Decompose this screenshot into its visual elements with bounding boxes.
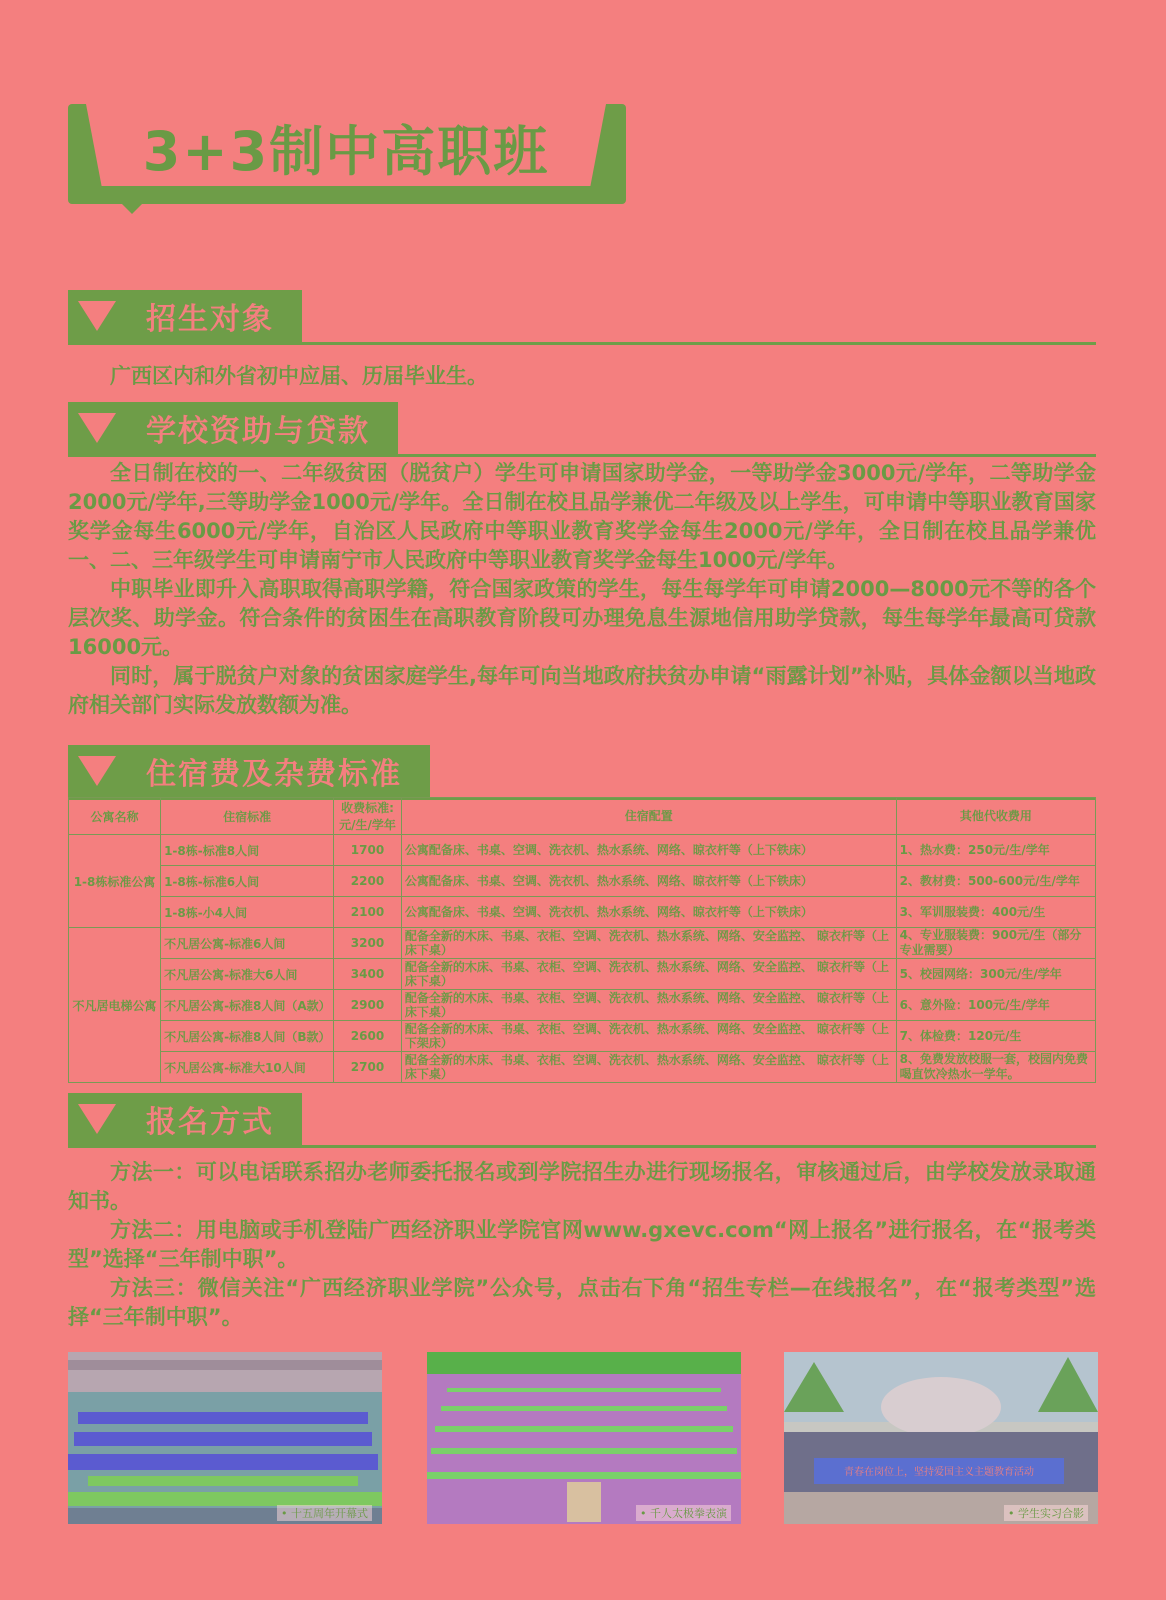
section-title: 学校资助与贷款: [146, 414, 370, 449]
room-standard: 不凡居公寓-标准大6人间: [161, 959, 334, 990]
group-name: 不凡居电梯公寓: [69, 928, 161, 1083]
signup-method: 方法一：可以电话联系招办老师委托报名或到学院招生办进行现场报名，审核通过后，由学校发放录取通知书。: [68, 1160, 1096, 1213]
other-fee: 1、热水费：250元/生/学年: [896, 835, 1095, 866]
column-header: 收费标准:元/生/学年: [334, 798, 402, 835]
photo-taichi: [427, 1352, 741, 1524]
room-config: 公寓配备床、书桌、空调、洗衣机、热水系统、网络、晾衣杆等（上下铁床）: [401, 866, 896, 897]
room-standard: 1-8栋-标准8人间: [161, 835, 334, 866]
signup-text: [68, 1158, 1096, 1332]
column-header: 住宿标准: [161, 798, 334, 835]
signup-method: 方法二：用电脑或手机登陆广西经济职业学院官网www.gxevc.com“网上报名”进行报名，在“报考类型”选择“三年制中职”。: [68, 1218, 1096, 1271]
table-row: [69, 897, 1096, 928]
table-row: [69, 866, 1096, 897]
table-row: [69, 835, 1096, 866]
column-header: 住宿配置: [401, 798, 896, 835]
internship-group-image: [784, 1352, 1098, 1524]
section-title: 招生对象: [146, 302, 274, 337]
page-title: 3+3制中高职班: [142, 119, 550, 183]
room-fee: 1700: [334, 835, 402, 866]
other-fee: 6、意外险：100元/生/学年: [896, 990, 1095, 1021]
room-fee: 3400: [334, 959, 402, 990]
aid-paragraph: 同时，属于脱贫户对象的贫困家庭学生,每年可向当地政府扶贫办申请“雨露计划”补贴，具体金额以当地政府相关部门实际发放数额为准。: [68, 664, 1096, 717]
other-fee: 8、免费发放校服一套，校园内免费喝直饮冷热水一学年。: [896, 1052, 1095, 1083]
column-header: 公寓名称: [69, 798, 161, 835]
target-text: 广西区内和外省初中应届、历届毕业生。: [110, 364, 488, 388]
room-config: 配备全新的木床、书桌、衣柜、空调、洗衣机、热水系统、网络、安全监控、 晾衣杆等（上床下桌）: [401, 990, 896, 1021]
room-fee: 2900: [334, 990, 402, 1021]
photo-caption: • 千人太极拳表演: [636, 1505, 731, 1521]
section-title: 报名方式: [146, 1105, 274, 1140]
room-standard: 1-8栋-标准6人间: [161, 866, 334, 897]
photo-caption: • 学生实习合影: [1004, 1505, 1088, 1521]
photo-opening-ceremony: [68, 1352, 382, 1524]
room-standard: 不凡居公寓-标准大10人间: [161, 1052, 334, 1083]
triangle-down-icon: [78, 756, 116, 786]
table-row: [69, 928, 1096, 959]
room-fee: 2100: [334, 897, 402, 928]
group-name: 1-8栋标准公寓: [69, 835, 161, 928]
triangle-down-icon: [78, 301, 116, 331]
signup-method: 方法三：微信关注“广西经济职业学院”公众号，点击右下角“招生专栏—在线报名”，在“报考类型”选择“三年制中职”。: [68, 1276, 1096, 1329]
room-fee: 3200: [334, 928, 402, 959]
room-fee: 2700: [334, 1052, 402, 1083]
room-config: 配备全新的木床、书桌、衣柜、空调、洗衣机、热水系统、网络、安全监控、 晾衣杆等（上床下桌）: [401, 1052, 896, 1083]
opening-ceremony-image: [68, 1352, 382, 1524]
aid-paragraph: 全日制在校的一、二年级贫困（脱贫户）学生可申请国家助学金，一等助学金3000元/学年，二等助学金2000元/学年,三等助学金1000元/学年。全日制在校且品学兼优二年级及以上学生，可申请中等职业教育国家奖学金每生6000元/学年，自治区人民政府中等职业教育奖学金每生2000元/学年，全日制在校且品学兼优一、二、三年级学生可申请南宁市人民政府中等职业教育奖学金每生1000元/学年。: [68, 461, 1096, 572]
table-row: [69, 990, 1096, 1021]
other-fee: 2、教材费：500-600元/生/学年: [896, 866, 1095, 897]
table-row: [69, 959, 1096, 990]
triangle-down-icon: [78, 1104, 116, 1134]
section-header-aid: [68, 402, 1096, 457]
table-row: [69, 1021, 1096, 1052]
photo-internship: [784, 1352, 1098, 1524]
room-config: 公寓配备床、书桌、空调、洗衣机、热水系统、网络、晾衣杆等（上下铁床）: [401, 835, 896, 866]
other-fee: 3、军训服装费：400元/生: [896, 897, 1095, 928]
aid-text: [68, 459, 1096, 720]
aid-paragraph: 中职毕业即升入高职取得高职学籍，符合国家政策的学生，每生每学年可申请2000—8000元不等的各个层次奖、助学金。符合条件的贫困生在高职教育阶段可办理免息生源地信用助学贷款，每生每学年最高可贷款16000元。: [68, 577, 1096, 659]
section-header-signup: [68, 1093, 1096, 1148]
room-fee: 2200: [334, 866, 402, 897]
other-fee: 5、校园网络：300元/生/学年: [896, 959, 1095, 990]
room-config: 公寓配备床、书桌、空调、洗衣机、热水系统、网络、晾衣杆等（上下铁床）: [401, 897, 896, 928]
room-config: 配备全新的木床、书桌、衣柜、空调、洗衣机、热水系统、网络、安全监控、 晾衣杆等（上床下桌）: [401, 959, 896, 990]
room-config: 配备全新的木床、书桌、衣柜、空调、洗衣机、热水系统、网络、安全监控、 晾衣杆等（上床下桌）: [401, 928, 896, 959]
other-fee: 7、体检费：120元/生: [896, 1021, 1095, 1052]
table-header-row: [69, 798, 1096, 835]
other-fee: 4、专业服装费：900元/生（部分专业需要）: [896, 928, 1095, 959]
table-row: [69, 1052, 1096, 1083]
room-fee: 2600: [334, 1021, 402, 1052]
column-header: 其他代收费用: [896, 798, 1095, 835]
taichi-performance-image: [427, 1352, 741, 1524]
section-header-fees: [68, 745, 1096, 800]
fee-table: [68, 797, 1096, 1083]
room-standard: 1-8栋-小4人间: [161, 897, 334, 928]
room-standard: 不凡居公寓-标准8人间（A款）: [161, 990, 334, 1021]
room-standard: 不凡居公寓-标准6人间: [161, 928, 334, 959]
title-banner-tail: [118, 200, 146, 214]
photo-caption: • 十五周年开幕式: [277, 1505, 372, 1521]
group-banner-text: 青春在岗位上，坚持爱国主义主题教育活动: [844, 1467, 1034, 1478]
section-title: 住宿费及杂费标准: [146, 757, 402, 792]
room-config: 配备全新的木床、书桌、衣柜、空调、洗衣机、热水系统、网络、安全监控、 晾衣杆等（上下架床）: [401, 1021, 896, 1052]
section-header-target: [68, 290, 1096, 345]
triangle-down-icon: [78, 413, 116, 443]
room-standard: 不凡居公寓-标准8人间（B款）: [161, 1021, 334, 1052]
